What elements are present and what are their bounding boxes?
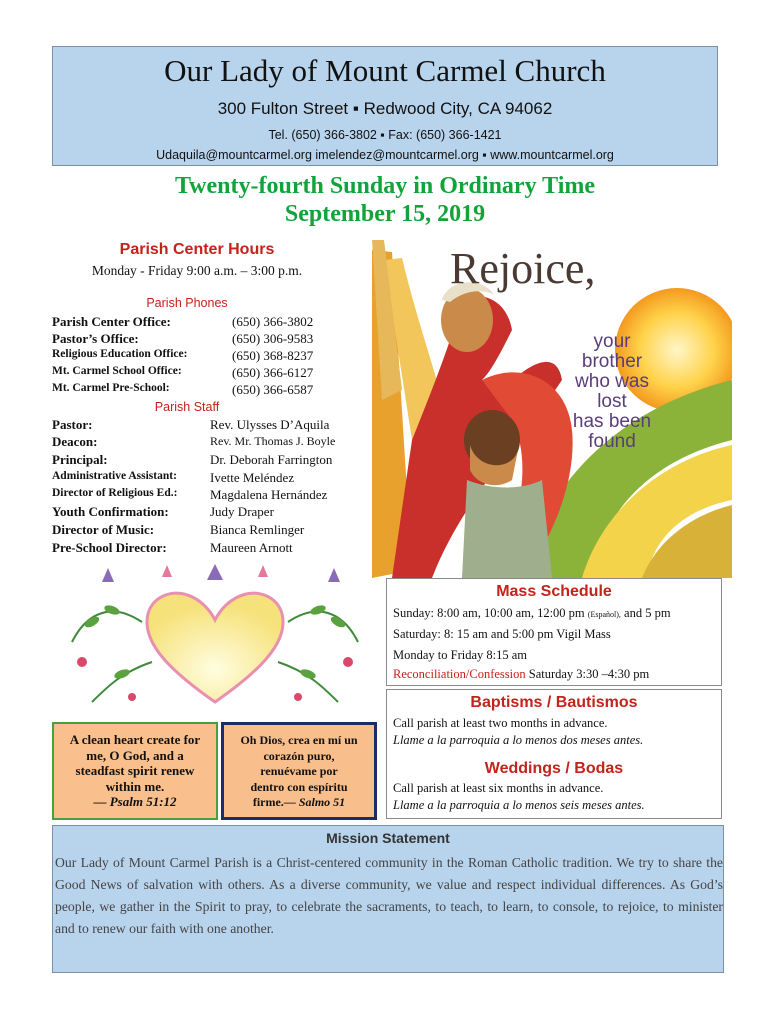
reconciliation-time: Saturday 3:30 –4:30 pm	[525, 667, 650, 681]
scripture-quote-spanish	[221, 722, 377, 820]
church-phone-fax: Tel. (650) 366-3802 ▪ Fax: (650) 366-1421	[268, 128, 502, 142]
quote-line: steadfast spirit renew	[75, 763, 195, 778]
phone-label: Mt. Carmel School Office:	[52, 365, 182, 377]
staff-name: Ivette Meléndez	[210, 470, 295, 485]
quote-line: within me.	[105, 778, 165, 794]
phone-label: Parish Center Office:	[52, 314, 171, 329]
rejoice-line: lost	[597, 391, 627, 412]
quote-line: Oh Dios, crea en mí un	[240, 733, 358, 747]
rejoice-line: found	[588, 431, 636, 452]
staff-role: Pastor:	[52, 417, 93, 432]
staff-role: Director of Music:	[52, 522, 155, 537]
phone-label: Religious Education Office:	[52, 348, 188, 360]
baptisms-spanish: Llame a la parroquia a lo menos dos meses antes.	[393, 733, 644, 747]
quote-line: me, O God, and a	[86, 747, 184, 763]
parish-center-hours: Monday - Friday 9:00 a.m. – 3:00 p.m.	[91, 263, 303, 278]
baptisms-heading: Baptisms / Bautismos	[470, 694, 638, 711]
rejoice-line: has been	[572, 411, 652, 432]
bulletin-date: September 15, 2019	[284, 201, 486, 227]
staff-role: Deacon:	[52, 434, 98, 449]
staff-name: Rev. Ulysses D’Aquila	[210, 417, 330, 432]
quote-line: corazón puro,	[263, 748, 335, 763]
phone-number: (650) 366-3802	[232, 314, 314, 329]
quote-line: dentro con espíritu	[250, 779, 348, 794]
rejoice-line: brother	[581, 351, 643, 372]
parish-staff-heading: Parish Staff	[154, 400, 220, 414]
mass-schedule-heading: Mass Schedule	[496, 583, 612, 600]
mass-sunday-times: Sunday: 8:00 am, 10:00 am, 12:00 pm	[393, 606, 588, 620]
phone-label: Mt. Carmel Pre-School:	[52, 382, 170, 394]
quote-last-prefix: firme.—	[252, 795, 299, 809]
phone-number: (650) 368-8237	[232, 348, 314, 363]
mass-weekday: Monday to Friday 8:15 am	[393, 648, 528, 662]
phone-number: (650) 366-6587	[232, 382, 314, 397]
heart-vine-illustration	[52, 562, 378, 716]
staff-name: Dr. Deborah Farrington	[210, 452, 333, 467]
mission-statement-box	[52, 825, 724, 973]
church-header	[52, 46, 718, 166]
reconciliation-label: Reconciliation/Confession	[393, 667, 526, 681]
staff-role: Pre-School Director:	[52, 540, 167, 555]
phone-number: (650) 366-6127	[232, 365, 314, 380]
baptisms-english: Call parish at least two months in advance.	[393, 716, 608, 730]
mission-text: Our Lady of Mount Carmel Parish is a Christ-centered community in the Roman Catholic tradition. We try to share the Good News of salvation with others. As a diverse community, we value and respect individual differences. As God’s people, we gather in the Spirit to pray, to celebrate the sacraments, to teach, to learn, to console, to rejoice, to minister and to renew our faith with one another.	[55, 855, 723, 936]
church-name: Our Lady of Mount Carmel Church	[164, 53, 606, 88]
staff-name: Judy Draper	[210, 504, 274, 519]
weddings-english: Call parish at least six months in advance.	[393, 781, 604, 795]
heart-shape	[147, 593, 283, 702]
mass-sunday	[393, 606, 671, 621]
mass-sunday-note: (Español),	[587, 610, 621, 619]
staff-name: Rev. Mr. Thomas J. Boyle	[210, 434, 336, 448]
weddings-spanish: Llame a la parroquia a lo menos seis meses antes.	[393, 798, 645, 812]
quote-line-last	[228, 795, 370, 811]
prodigal-son-illustration	[372, 240, 732, 578]
staff-role: Director of Religious Ed.:	[52, 487, 178, 499]
staff-name: Magdalena Hernández	[210, 487, 328, 502]
mass-schedule-box	[386, 578, 722, 686]
mass-saturday: Saturday: 8: 15 am and 5:00 pm Vigil Mass	[393, 627, 611, 641]
mission-heading: Mission Statement	[326, 830, 450, 846]
parish-phones-heading: Parish Phones	[146, 296, 228, 310]
rejoice-line: your	[593, 331, 631, 352]
rejoice-word: Rejoice,	[450, 244, 596, 293]
quote-line: renuévame por	[260, 764, 338, 778]
staff-role: Principal:	[52, 452, 108, 467]
staff-role: Youth Confirmation:	[52, 504, 169, 519]
church-address: 300 Fulton Street ▪ Redwood City, CA 94062	[217, 99, 553, 118]
weddings-heading: Weddings / Bodas	[484, 760, 624, 777]
mass-sunday-suffix: and 5 pm	[620, 606, 671, 620]
bulletin-title: Twenty-fourth Sunday in Ordinary Time	[174, 173, 596, 199]
reconciliation-line	[393, 667, 649, 682]
phone-number: (650) 306-9583	[232, 331, 314, 346]
quote-citation: — Psalm 51:12	[93, 794, 177, 809]
parish-center-hours-heading: Parish Center Hours	[119, 241, 275, 258]
staff-name: Bianca Remlinger	[210, 522, 305, 537]
sacraments-box	[386, 689, 722, 819]
quote-citation: Salmo 51	[298, 795, 346, 809]
staff-name: Maureen Arnott	[210, 540, 293, 555]
church-emails-website: Udaquila@mountcarmel.org imelendez@mountcarmel.org ▪ www.mountcarmel.org	[156, 148, 614, 162]
staff-role: Administrative Assistant:	[52, 470, 177, 482]
phone-label: Pastor’s Office:	[52, 331, 139, 346]
scripture-quote-english	[52, 722, 218, 820]
rejoice-line: who was	[575, 371, 649, 392]
quote-line: A clean heart create for	[69, 732, 201, 747]
